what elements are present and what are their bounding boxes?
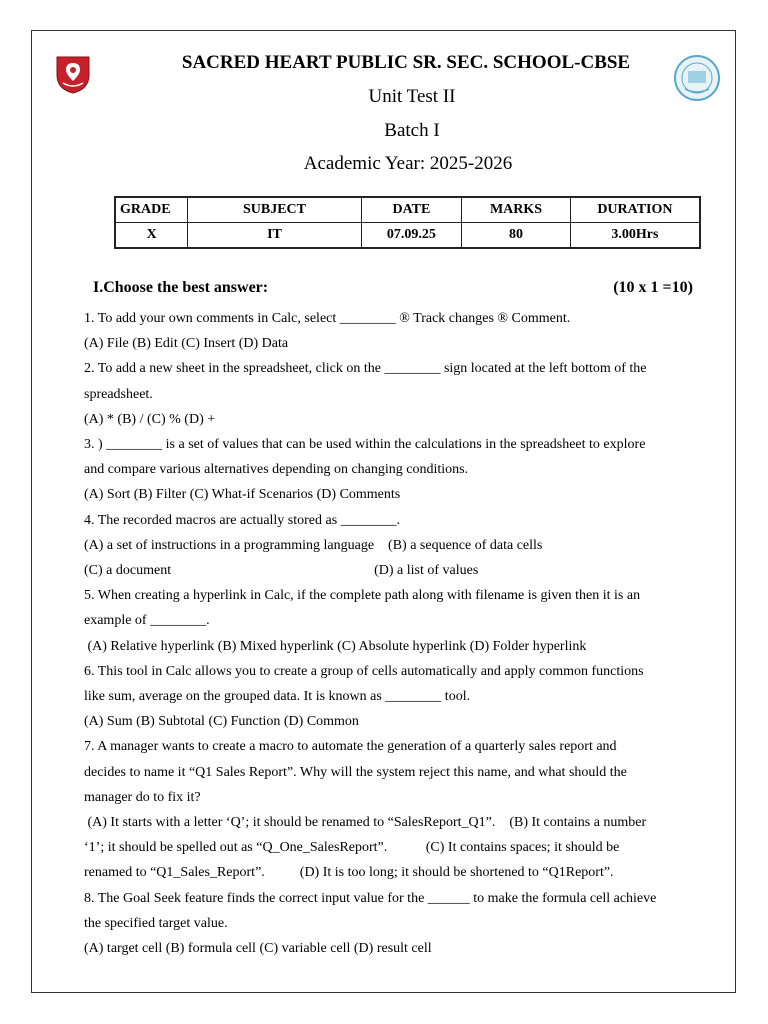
question-line: 6. This tool in Calc allows you to create a group of cells automatically and apply common functions	[84, 663, 644, 679]
question-line: manager do to fix it?	[84, 789, 201, 805]
question-line: like sum, average on the grouped data. It is known as ________ tool.	[84, 689, 471, 704]
value-subject: IT	[188, 223, 361, 249]
value-date: 07.09.25	[361, 223, 462, 249]
question-line: (A) It starts with a letter ‘Q’; it should be renamed to “SalesReport_Q1”. (B) It contains a number	[84, 815, 647, 830]
header-duration: DURATION	[570, 197, 700, 223]
section-heading	[93, 279, 693, 297]
value-grade: X	[115, 223, 188, 249]
header-grade: GRADE	[115, 197, 188, 223]
batch-name: Batch I	[384, 120, 440, 141]
question-line: ‘1’; it should be spelled out as “Q_One_SalesReport”. (C) It contains spaces; it should be	[84, 840, 620, 856]
school-name: SACRED HEART PUBLIC SR. SEC. SCHOOL-CBSE	[181, 52, 631, 73]
question-line: example of ________.	[84, 613, 210, 629]
question-line: decides to name it “Q1 Sales Report”. Why will the system reject this name, and what should the	[84, 764, 627, 780]
question-line: (A) a set of instructions in a programming language (B) a sequence of data cells	[84, 537, 543, 553]
question-line: 2. To add a new sheet in the spreadsheet, click on the ________ sign located at the left bottom of the	[84, 361, 647, 377]
question-line: 8. The Goal Seek feature finds the correct input value for the ______ to make the formula cell achieve	[84, 890, 657, 906]
academic-year: Academic Year: 2025-2026	[303, 153, 513, 174]
question-line: (A) * (B) / (C) % (D) +	[84, 411, 216, 427]
question-line: renamed to “Q1_Sales_Report”. (D) It is too long; it should be shortened to “Q1Report”.	[84, 865, 614, 881]
question-line: 7. A manager wants to create a macro to automate the generation of a quarterly sales report and	[84, 739, 617, 755]
section-title: I.Choose the best answer:	[93, 279, 269, 296]
section-marks: (10 x 1 =10)	[613, 279, 693, 296]
question-line: (A) target cell (B) formula cell (C) variable cell (D) result cell	[84, 941, 432, 956]
question-line: 3. ) ________ is a set of values that can be used within the calculations in the spreadsheet to explore	[84, 437, 646, 452]
question-line: 1. To add your own comments in Calc, select ________ ® Track changes ® Comment.	[84, 311, 571, 326]
question-line: 5. When creating a hyperlink in Calc, if the complete path along with filename is given then it is an	[84, 588, 641, 604]
question-line: and compare various alternatives depending on changing conditions.	[84, 462, 469, 478]
question-line: the specified target value.	[84, 915, 228, 931]
table-header-row	[115, 197, 700, 223]
question-line: (C) a document (D) a list of values	[84, 563, 479, 578]
value-marks: 80	[462, 223, 571, 249]
question-line: (A) Sum (B) Subtotal (C) Function (D) Common	[84, 714, 359, 730]
header-date: DATE	[361, 197, 462, 223]
question-line: (A) Sort (B) Filter (C) What-if Scenarios (D) Comments	[84, 487, 401, 503]
test-name: Unit Test II	[368, 86, 456, 107]
header-subject: SUBJECT	[188, 197, 361, 223]
value-duration: 3.00Hrs	[570, 223, 700, 249]
question-line: spreadsheet.	[84, 386, 153, 402]
exam-info-table	[114, 196, 701, 249]
question-line: (A) Relative hyperlink (B) Mixed hyperlink (C) Absolute hyperlink (D) Folder hyperlink	[84, 638, 587, 654]
question-line: 4. The recorded macros are actually stored as ________.	[84, 512, 401, 528]
table-row	[115, 223, 700, 249]
question-line: (A) File (B) Edit (C) Insert (D) Data	[84, 336, 289, 352]
header-marks: MARKS	[462, 197, 571, 223]
